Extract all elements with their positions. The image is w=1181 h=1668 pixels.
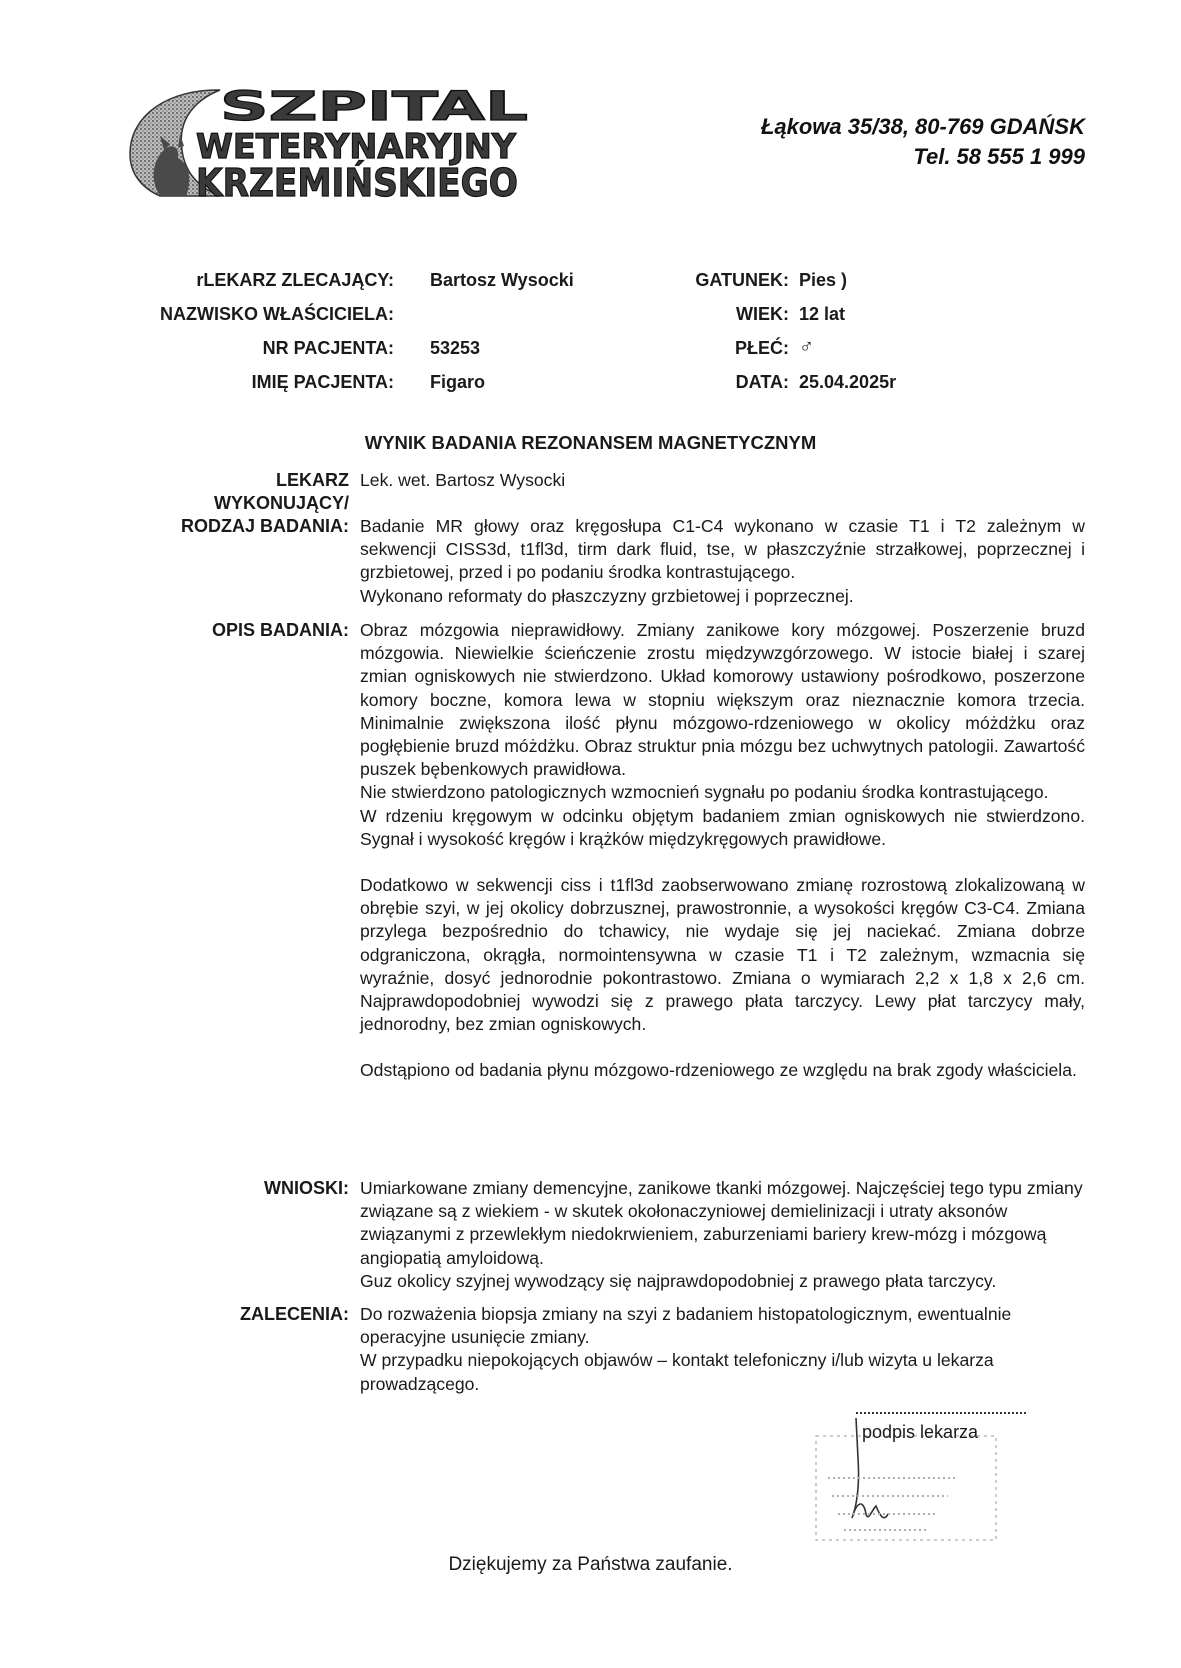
sex-value-male-icon: ♂ (799, 336, 814, 358)
exam-type-paragraph: Wykonano reformaty do płaszczyzny grzbietowej i poprzecznej. (360, 585, 854, 606)
description-paragraph: W rdzeniu kręgowym w odcinku objętym badaniem zmian ogniskowych nie stwierdzono. Sygnał i wysokość kręgów i krążków międzykręgowych prawidłowe. (360, 805, 1085, 849)
patient-name-label: IMIĘ PACJENTA: (251, 372, 394, 392)
description-paragraph: Obraz mózgowia nieprawidłowy. Zmiany zanikowe kory mózgowej. Poszerzenie bruzd mózgowia. Niewielkie ścieńczenie zrostu międzywzgórzowego. W istocie białej i szarej zmian ogniskowych nie stwierdzono. Układ komorowy ustawiony pośrodkowo, poszerzone komory boczne, komora lewa w stopniu większym oraz nieznacznie komora trzecia. Minimalnie zwiększona ilość płynu mózgowo-rdzeniowego w okolicy móżdżku oraz pogłębienie bruzd móżdżku. Obraz struktur pnia mózgu bez uchwytnych patologii. Zawartość puszek bębenkowych prawidłowa. (360, 620, 1085, 780)
date-value: 25.04.2025r (799, 372, 897, 392)
recommendations-paragraph: Do rozważenia biopsja zmiany na szyi z badaniem histopatologicznym, ewentualnie operacyjne usunięcie zmiany. (360, 1304, 1012, 1348)
exam-type-label: RODZAJ BADANIA: (181, 516, 349, 536)
clinic-address-block (761, 112, 1085, 172)
exam-type-paragraph: Badanie MR głowy oraz kręgosłupa C1-C4 wykonano w czasie T1 i T2 zależnym w sekwencji CISS3d, t1fl3d, tirm dark fluid, tse, w płaszczyźnie strzałkowej, poprzecznej i grzbietowej, przed i po podaniu środka kontrastującego. (360, 516, 1085, 583)
performer-label-line1: LEKARZ (276, 470, 349, 490)
date-label: DATA: (735, 372, 789, 392)
recommendations-text (360, 1303, 1085, 1396)
description-text (360, 619, 1085, 1083)
performer-value (360, 469, 1085, 492)
signature-label: podpis lekarza (862, 1422, 979, 1442)
signature-line (856, 1408, 1026, 1414)
patient-number-value: 53253 (430, 338, 481, 358)
logo-line-2: WETERYNARYJNY (196, 127, 517, 167)
description-paragraph: Dodatkowo w sekwencji ciss i t1fl3d zaobserwowano zmianę rozrostową zlokalizowaną w obrębie szyi, w jej okolicy dobrzusznej, prawostronnie, a wysokości kręgów C3-C4. Zmiana przylega bezpośrednio do tchawicy, nie wydaje się jej naciekać. Zmiana dobrze odgraniczona, okrągła, normointensywna w czasie T1 i T2 zależnym, wzmacnia się wyraźnie, dosyć jednorodnie pokontrastowo. Zmiana o wymiarach 2,2 x 1,8 x 2,6 cm. Najprawdopodobniej wywodzi się z prawego płata tarczycy. Lewy płat tarczycy mały, jednorodny, bez zmian ogniskowych. (360, 875, 1085, 1035)
description-paragraph: Nie stwierdzono patologicznych wzmocnień sygnału po podaniu środka kontrastującego. (360, 782, 1049, 803)
exam-type-text (360, 515, 1085, 608)
footer-thanks: Dziękujemy za Państwa zaufanie. (448, 1554, 733, 1575)
species-label: GATUNEK: (695, 270, 789, 290)
description-paragraph: Odstąpiono od badania płynu mózgowo-rdzeniowego ze względu na brak zgody właściciela. (360, 1060, 1077, 1081)
owner-label: NAZWISKO WŁAŚCICIELA: (160, 304, 394, 324)
patient-name-value: Figaro (430, 372, 486, 392)
species-value: Pies ) (799, 270, 848, 290)
logo-line-1: SZPITAL (220, 84, 528, 130)
conclusions-label: WNIOSKI: (264, 1178, 349, 1198)
conclusions-text (360, 1177, 1085, 1293)
age-value: 12 lat (799, 304, 846, 324)
clinic-address: Łąkowa 35/38, 80-769 GDAŃSK (760, 114, 1085, 139)
ordering-doctor-label: rLEKARZ ZLECAJĄCY: (196, 270, 394, 290)
conclusions-paragraph: Umiarkowane zmiany demencyjne, zanikowe tkanki mózgowej. Najczęściej tego typu zmiany związane są z wiekiem - w skutek okołonaczyniowej demielinizacji i utraty aksonów związanymi z przewlekłym niedokrwieniem, zaburzeniami bariery krew-mózg i mózgową angiopatią amyloidową. (360, 1178, 1083, 1268)
description-label: OPIS BADANIA: (211, 620, 349, 640)
clinic-phone: Tel. 58 555 1 999 (913, 144, 1085, 169)
recommendations-paragraph: W przypadku niepokojących objawów – kontakt telefoniczny i/lub wizyta u lekarza prowadzącego. (360, 1350, 994, 1394)
sex-label: PŁEĆ: (735, 338, 789, 358)
logo-line-3: KRZEMIŃSKIEGO (196, 161, 518, 204)
clinic-logo-graphic (120, 84, 540, 204)
patient-number-label: NR PACJENTA: (262, 338, 394, 358)
conclusions-paragraph: Guz okolicy szyjnej wywodzący się najprawdopodobniej z prawego płata tarczycy. (360, 1270, 997, 1291)
ordering-doctor-value: Bartosz Wysocki (430, 270, 574, 290)
performer-text: Lek. wet. Bartosz Wysocki (360, 470, 566, 490)
clinic-logo (120, 84, 540, 204)
age-label: WIEK: (736, 304, 789, 324)
recommendations-label: ZALECENIA: (240, 1304, 349, 1324)
performer-label-line2: WYKONUJĄCY/ (213, 493, 349, 513)
report-title: WYNIK BADANIA REZONANSEM MAGNETYCZNYM (364, 432, 817, 453)
